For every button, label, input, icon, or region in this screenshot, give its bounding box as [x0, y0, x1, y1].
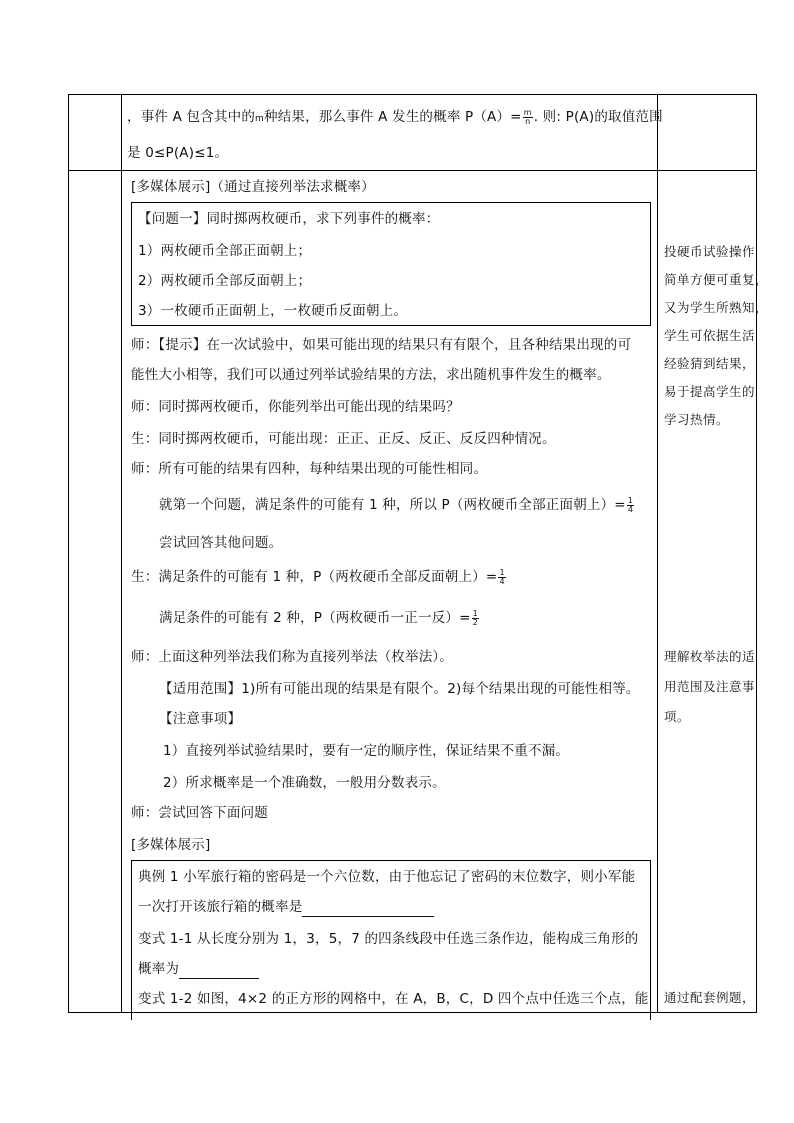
example-box [131, 860, 651, 1020]
side-note-example: 通过配套例题， [664, 990, 756, 1005]
side-note-method-2: 用范围及注意事 [664, 679, 756, 694]
teacher-all-outcomes: 师：所有可能的结果有四种，每种结果出现的可能性相同。 [131, 461, 488, 477]
example-1-line-1: 典例 1 小军旅行箱的密码是一个六位数，由于他忘记了密码的末位数字，则小军能 [138, 869, 636, 885]
answer-blank[interactable] [302, 902, 434, 917]
example-1-line-2: 一次打开该旅行箱的概率是 [138, 897, 434, 917]
variant-1-2-line-1: 变式 1-2 如图，4×2 的正方形的网格中，在 A，B，C，D 四个点中任选三个点，能 [138, 991, 649, 1007]
student-reverse-line: 生：满足条件的可能有 1 种，P（两枚硬币全部反面朝上）= $\frac{1}{4}$ [131, 567, 505, 586]
side-note-coin-6: 易于提高学生的 [664, 384, 756, 399]
side-note-method-3: 项。 [664, 709, 691, 724]
column-divider-left [121, 95, 122, 1012]
probability-definition-line: ，事件 A 包含其中的m种结果，那么事件 A 发生的概率 P（A）= $\frac{m}{n}$ . 则: P(A)的取值范围 [127, 107, 663, 126]
media-heading-2: [多媒体展示] [131, 837, 211, 853]
teacher-try-line: 师：尝试回答下面问题 [131, 805, 268, 821]
column-divider-right [657, 95, 658, 1012]
answer-blank[interactable] [179, 964, 259, 979]
student-mixed-line: 满足条件的可能有 2 种，P（两枚硬币一正一反）= $\frac{1}{2}$ [159, 608, 478, 627]
teacher-method-line: 师：上面这种列举法我们称为直接列举法（枚举法）。 [131, 649, 454, 665]
side-note-coin-1: 投硬币试验操作 [664, 244, 756, 259]
side-note-coin-4: 学生可依据生活 [664, 328, 756, 343]
hint-line-2: 能性大小相等，我们可以通过列举试验结果的方法，求出随机事件发生的概率。 [131, 367, 611, 383]
fraction-one-half: $\frac{1}{2}$ [472, 608, 478, 627]
row-divider [69, 170, 756, 171]
variant-1-1-line-2: 概率为 [138, 959, 259, 979]
question-title: 【问题一】同时掷两枚硬币，求下列事件的概率： [138, 211, 440, 227]
variant-1-1-line-1: 变式 1-1 从长度分别为 1，3，5，7 的四条线段中任选三条作边，能构成三角形的 [138, 931, 639, 947]
question-item-1: 1）两枚硬币全部正面朝上； [138, 243, 312, 259]
probability-range-line: 是 0≤P(A)≤1。 [127, 145, 229, 161]
note-item-1: 1）直接列举试验结果时，要有一定的顺序性，保证结果不重不漏。 [163, 743, 570, 759]
notes-title: 【注意事项】 [159, 711, 242, 727]
question-item-3: 3）一枚硬币正面朝上，一枚硬币反面朝上。 [138, 303, 408, 319]
note-item-2: 2）所求概率是一个准确数，一般用分数表示。 [163, 775, 446, 791]
question-item-2: 2）两枚硬币全部反面朝上； [138, 273, 312, 289]
hint-line-1: 师：【提示】在一次试验中，如果可能出现的结果只有有限个，且各种结果出现的可 [131, 337, 632, 353]
side-note-method-1: 理解枚举法的适 [664, 649, 756, 664]
fraction-one-quarter: $\frac{1}{4}$ [499, 567, 505, 586]
media-heading: [多媒体展示]（通过直接列举法求概率） [131, 179, 375, 195]
lesson-plan-table [68, 94, 769, 1013]
scope-line: 【适用范围】1)所有可能出现的结果是有限个。2)每个结果出现的可能性相等。 [159, 681, 640, 697]
side-note-coin-2: 简单方便可重复， [664, 272, 769, 287]
try-answer-line: 尝试回答其他问题。 [159, 535, 283, 551]
student-answer: 生：同时掷两枚硬币，可能出现：正正、正反、反正、反反四种情况。 [131, 431, 556, 447]
fraction-one-quarter: $\frac{1}{4}$ [627, 495, 634, 514]
first-problem-line: 就第一个问题，满足条件的可能有 1 种，所以 P（两枚硬币全部正面朝上）= $\frac{1}{4}$ [159, 495, 634, 514]
question-box [131, 202, 651, 326]
fraction-m-over-n: $\frac{m}{n}$ [523, 107, 532, 126]
side-note-coin-3: 又为学生所熟知， [664, 300, 769, 315]
side-note-coin-7: 学习热情。 [664, 412, 730, 427]
teacher-question: 师：同时掷两枚硬币，你能列举出可能出现的结果吗？ [131, 399, 460, 415]
side-note-coin-5: 经验猜到结果， [664, 356, 756, 371]
